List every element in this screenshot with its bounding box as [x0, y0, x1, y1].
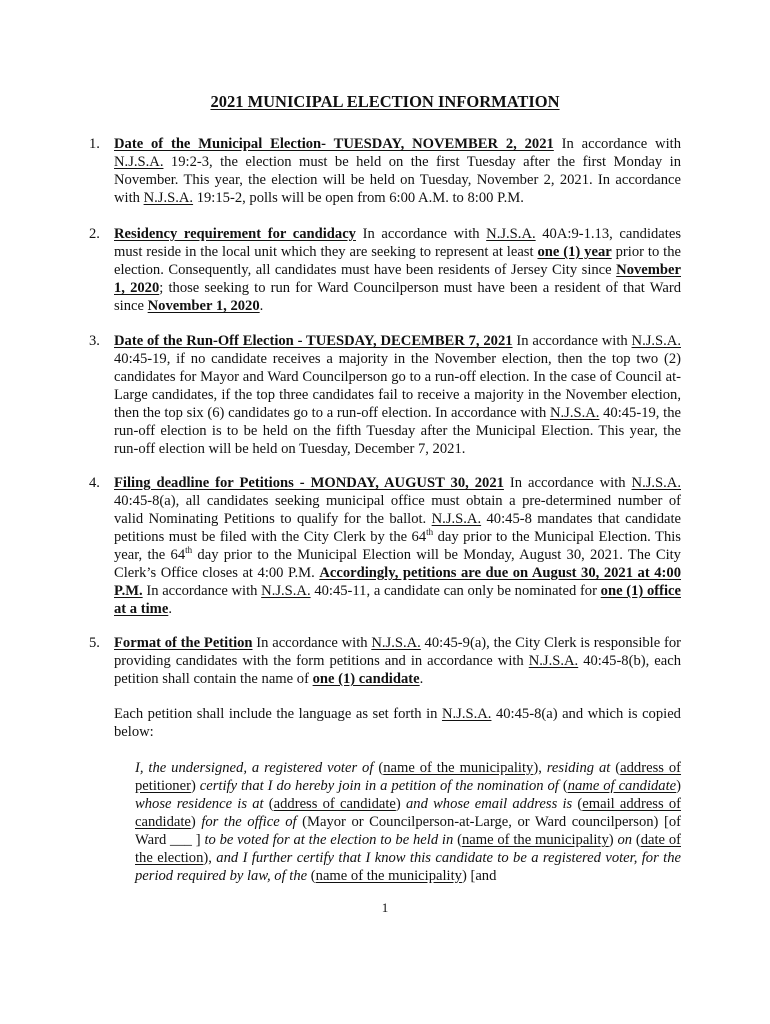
list-item-petition-format [89, 634, 681, 688]
text-run: 40:45-8(a), all candidates seeking municipal office must obtain a pre-determined number of valid Nominating Petitions to qualify for the ballot. [114, 493, 681, 527]
text-run: ( [373, 760, 384, 776]
text-run: ( [632, 832, 641, 848]
text-run: ), [533, 760, 547, 776]
text-run: N.J.S.A. [441, 706, 492, 722]
text-run: 40:45-19, the run-off election is to be held on the fifth Tuesday after the Municipal Election. This year, the run-off election will be held on Tuesday, December 7, 2021. [114, 405, 681, 457]
petition-intro-paragraph [114, 705, 681, 741]
text-run: one (1) year [537, 244, 612, 260]
text-run: Date of the Municipal Election- TUESDAY, NOVEMBER 2, 2021 [114, 136, 554, 152]
text-run: ) [676, 778, 681, 794]
text-run: ( [453, 832, 462, 848]
text-run: ) [and [461, 868, 497, 884]
text-run: whose residence is at [135, 796, 264, 812]
text-run: one (1) candidate [312, 671, 420, 687]
text-run: and I further certify that I know this candidate to be a registered voter, for the period required by law, of the [135, 850, 681, 884]
text-run: ( [610, 760, 621, 776]
list-item-number: 2. [89, 226, 100, 242]
text-run: N.J.S.A. [114, 154, 164, 170]
text-run: for the office of [201, 814, 297, 830]
text-run: 40:45-11, a candidate can only be nominated for [310, 583, 601, 599]
text-run: Format of the Petition [114, 635, 253, 651]
text-run: Residency requirement for candidacy [114, 226, 356, 242]
text-run: (Mayor or Councilperson-at-Large, or Ward councilperson) [of Ward ___ ] [135, 814, 681, 848]
text-run: ( [558, 778, 568, 794]
text-run: ) [608, 832, 618, 848]
document-title: 2021 MUNICIPAL ELECTION INFORMATION [210, 92, 560, 111]
petition-intro-text [114, 706, 681, 740]
text-run: N.J.S.A. [371, 635, 421, 651]
text-run: Accordingly, petitions are due on August 30, 2021 at 4:00 P.M. [114, 565, 682, 599]
text-run: day prior to the Municipal Election will be Monday, August 30, 2021. The City Clerk’s Office closes at 4:00 P.M. [114, 547, 681, 581]
text-run: 40:45-8 mandates that candidate petitions must be filed with the City Clerk by the 64 [114, 511, 682, 545]
text-run: one (1) office at a time [114, 583, 681, 617]
text-run: In accordance with [252, 635, 372, 651]
text-run: Filing deadline for Petitions - MONDAY, AUGUST 30, 2021 [114, 475, 504, 491]
list-item-residency [89, 225, 682, 315]
text-run: email address of candidate [135, 796, 682, 830]
text-run: N.J.S.A. [143, 190, 194, 206]
text-run: address of petitioner [135, 760, 682, 794]
text-run: November 1, 2020 [114, 262, 681, 296]
list-item-number: 1. [89, 136, 100, 152]
text-run: 19:15-2, polls will be open from 6:00 A.M. to 8:00 P.M. [193, 190, 524, 206]
list-item-text [114, 136, 681, 206]
text-run: Each petition shall include the language as set forth in [114, 706, 442, 722]
text-run: In accordance with [355, 226, 487, 242]
list-item-number: 3. [89, 333, 100, 349]
text-run: N.J.S.A. [631, 475, 681, 491]
text-run: ), [203, 850, 217, 866]
text-run: 40:45-19, if no candidate receives a majority in the November election, then the top two (2) candidates for Mayor and Ward Councilperson go to a run-off election. In the case of Council at-Large candidates, if the top three candidates fail to receive a majority in the November election, then the top six (6) candidates go to a run-off election. In accordance with [114, 351, 681, 421]
text-run: In accordance with [503, 475, 632, 491]
list-item-text [114, 226, 681, 314]
text-run: 40:45-8(b), each petition shall contain the name of [114, 653, 681, 687]
text-run: ; those seeking to run for Ward Councilperson must have been a resident of that Ward since [114, 280, 681, 314]
list-item-election-date [89, 135, 681, 207]
list-item-filing-deadline [89, 474, 682, 618]
text-run: day prior to the Municipal Election. This year, the 64 [114, 529, 681, 563]
text-run: 40:45-9(a), the City Clerk is responsible for providing candidates with the form petitions and in accordance with [114, 635, 681, 669]
text-run: N.J.S.A. [528, 653, 579, 669]
text-run: ( [307, 868, 316, 884]
text-run: N.J.S.A. [431, 511, 482, 527]
text-run: In accordance with [142, 583, 262, 599]
text-run: name of the municipality [315, 868, 462, 884]
text-run: N.J.S.A. [486, 226, 536, 242]
list-item-text [114, 333, 681, 457]
text-run: . [259, 298, 264, 314]
text-run: November 1, 2020 [147, 298, 260, 314]
text-run: . [419, 671, 424, 687]
text-run: certify that I do hereby join in a petition of the nomination of [199, 778, 559, 794]
text-run: name of the municipality [383, 760, 534, 776]
text-run: 19:2-3, the election must be held on the first Tuesday after the first Monday in November. This year, the election will be held on Tuesday, November 2, 2021. In accordance with [114, 154, 681, 206]
page-number: 1 [381, 900, 389, 915]
text-run: ) [190, 778, 200, 794]
list-item-text [114, 635, 681, 687]
text-run: ) [395, 796, 406, 812]
text-run: th [426, 527, 434, 538]
petition-quote-text [135, 760, 681, 884]
text-run: . [168, 601, 172, 617]
text-run: 40:45-8(a) and which is copied below: [114, 706, 681, 740]
text-run: Date of the Run-Off Election - TUESDAY, DECEMBER 7, 2021 [114, 333, 513, 349]
text-run: In accordance with [553, 136, 681, 152]
text-run: name of the municipality [461, 832, 609, 848]
list-item-text [114, 475, 681, 617]
list-item-number: 4. [89, 475, 100, 491]
list-item-runoff-date [89, 332, 681, 458]
text-run: In accordance with [512, 333, 632, 349]
text-run: N.J.S.A. [261, 583, 311, 599]
text-run: on [617, 832, 633, 848]
text-run: residing at [546, 760, 611, 776]
text-run: ( [572, 796, 583, 812]
text-run: N.J.S.A. [549, 405, 600, 421]
text-run: ( [263, 796, 274, 812]
text-run: prior to the election. Consequently, all candidates must have been residents of Jersey City since [114, 244, 682, 278]
text-run: ) [190, 814, 202, 830]
petition-language-quote [135, 759, 681, 885]
list-item-number: 5. [89, 635, 100, 651]
text-run: 40A:9-1.13, candidates must reside in the local unit which they are seeking to represent at least [114, 226, 681, 260]
text-run: name of candidate [567, 778, 677, 794]
text-run: to be voted for at the election to be held in [204, 832, 454, 848]
text-run: th [185, 545, 193, 556]
text-run: address of candidate [273, 796, 396, 812]
text-run: I, the undersigned, a registered voter of [135, 760, 374, 776]
text-run: and whose email address is [405, 796, 573, 812]
text-run: date of the election [135, 832, 681, 866]
text-run: N.J.S.A. [631, 333, 681, 349]
